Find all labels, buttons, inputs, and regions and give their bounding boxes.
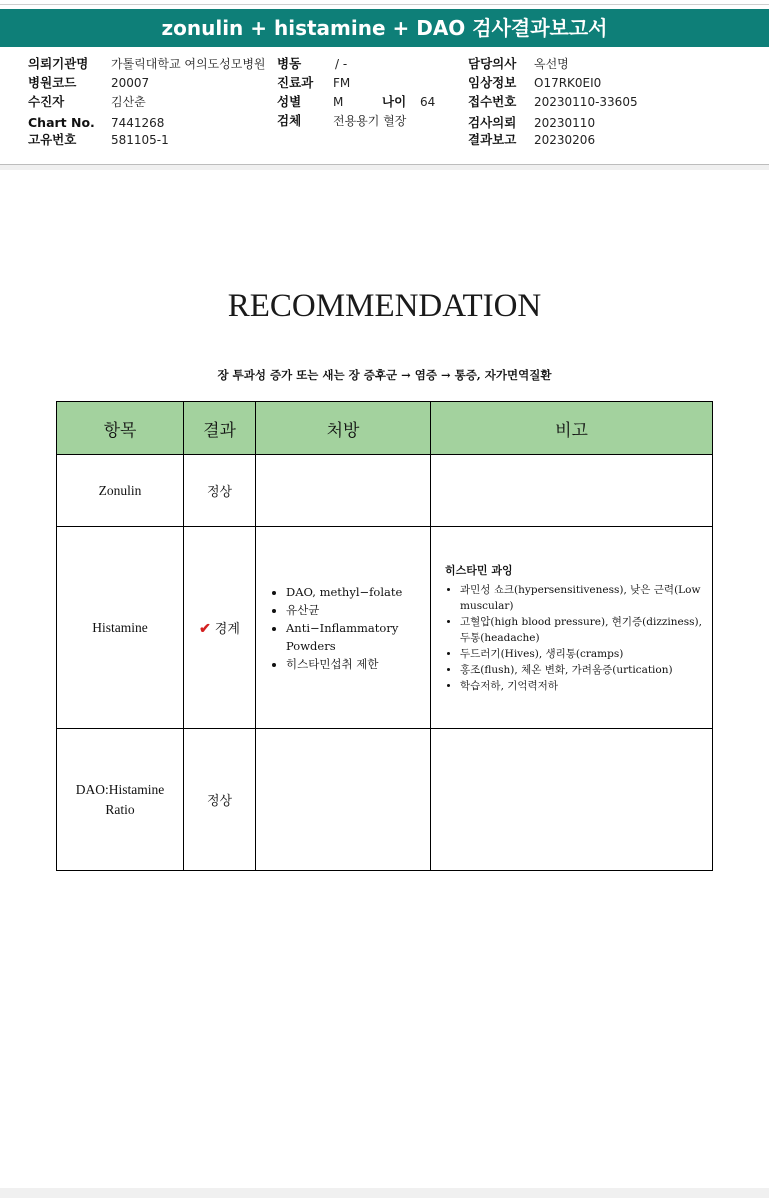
table-header-row <box>57 402 713 455</box>
clinical-info-value: O17RK0EI0 <box>534 76 602 90</box>
table-row <box>57 455 713 527</box>
remarks-title: 히스타민 과잉 <box>445 563 513 577</box>
recommendation-table <box>56 401 713 871</box>
table-row <box>57 527 713 729</box>
top-border <box>0 0 769 5</box>
clinical-info-label: 임상정보 <box>468 75 517 90</box>
result-value: 경계 <box>214 622 240 637</box>
prescription-cell <box>256 729 431 871</box>
unique-number-value: 581105-1 <box>111 133 169 147</box>
remarks-cell <box>431 527 713 729</box>
department-label: 진료과 <box>277 75 314 90</box>
report-title: zonulin + histamine + DAO 검사결과보고서 <box>0 9 769 47</box>
hospital-code-label: 병원코드 <box>28 75 77 90</box>
list-item: • 학습저하, 기억력저하 <box>460 678 704 694</box>
list-item: • 두드러기(Hives), 생리통(cramps) <box>460 646 704 662</box>
result-cell: 정상 <box>184 455 256 527</box>
age-label: 나이 <box>382 94 407 109</box>
chart-number-value: 7441268 <box>111 116 165 130</box>
test-request-label: 검사의뢰 <box>468 115 517 130</box>
header-item: 항목 <box>57 402 184 455</box>
unique-number-label: 고유번호 <box>28 132 77 147</box>
prescription-cell <box>256 527 431 729</box>
patient-value: 김산춘 <box>111 95 146 109</box>
result-cell <box>184 527 256 729</box>
hospital-code-value: 20007 <box>111 76 150 90</box>
ward-value: / - <box>335 57 348 71</box>
institution-value: 가톨릭대학교 여의도성모병원 <box>111 57 266 71</box>
chart-number-label: Chart No. <box>28 115 95 130</box>
receipt-number-value: 20230110-33605 <box>534 95 638 109</box>
list-item: • 홍조(flush), 체온 변화, 가려움증(urtication) <box>460 662 704 678</box>
age-value: 64 <box>420 95 436 109</box>
list-item: • 과민성 쇼크(hypersensitiveness), 낮은 근력(Low muscular) <box>460 582 704 614</box>
recommendation-title: RECOMMENDATION <box>227 288 542 324</box>
header-prescription: 처방 <box>256 402 431 455</box>
recommendation-subtitle: 장 투과성 증가 또는 새는 장 증후군 → 염증 → 통증, 자가면역질환 <box>217 368 552 382</box>
specimen-value: 전용용기 혈장 <box>333 114 407 128</box>
test-request-value: 20230110 <box>534 116 596 130</box>
patient-label: 수진자 <box>28 94 65 109</box>
doctor-value: 옥선명 <box>534 57 569 71</box>
header-remarks: 비고 <box>431 402 713 455</box>
remarks-cell <box>431 455 713 527</box>
list-item: • 유산균 <box>286 601 430 619</box>
remarks-list <box>445 582 704 694</box>
remarks-block <box>431 562 712 694</box>
list-item: • Anti−Inflammatory Powders <box>286 619 430 655</box>
table-row <box>57 729 713 871</box>
sex-label: 성별 <box>277 94 302 109</box>
receipt-number-label: 접수번호 <box>468 94 517 109</box>
header-result: 결과 <box>184 402 256 455</box>
item-cell: Histamine <box>57 527 184 729</box>
result-report-value: 20230206 <box>534 133 596 147</box>
remarks-cell <box>431 729 713 871</box>
department-value: FM <box>333 76 351 90</box>
sex-value: M <box>333 95 344 109</box>
check-icon: ✔ <box>199 621 211 637</box>
institution-label: 의뢰기관명 <box>28 56 89 71</box>
list-item: • 히스타민섭취 제한 <box>286 655 430 673</box>
list-item: • 고혈압(high blood pressure), 현기증(dizziness), 두통(headache) <box>460 614 704 646</box>
list-item: • DAO, methyl−folate <box>286 583 430 601</box>
specimen-label: 검체 <box>277 113 302 128</box>
item-cell: Zonulin <box>57 455 184 527</box>
result-report-label: 결과보고 <box>468 132 517 147</box>
header-shadow <box>0 165 769 170</box>
prescription-cell <box>256 455 431 527</box>
ward-label: 병동 <box>277 56 302 71</box>
doctor-label: 담당의사 <box>468 56 517 71</box>
prescription-list <box>256 583 430 673</box>
result-cell: 정상 <box>184 729 256 871</box>
item-cell: DAO:Histamine Ratio <box>57 729 184 871</box>
